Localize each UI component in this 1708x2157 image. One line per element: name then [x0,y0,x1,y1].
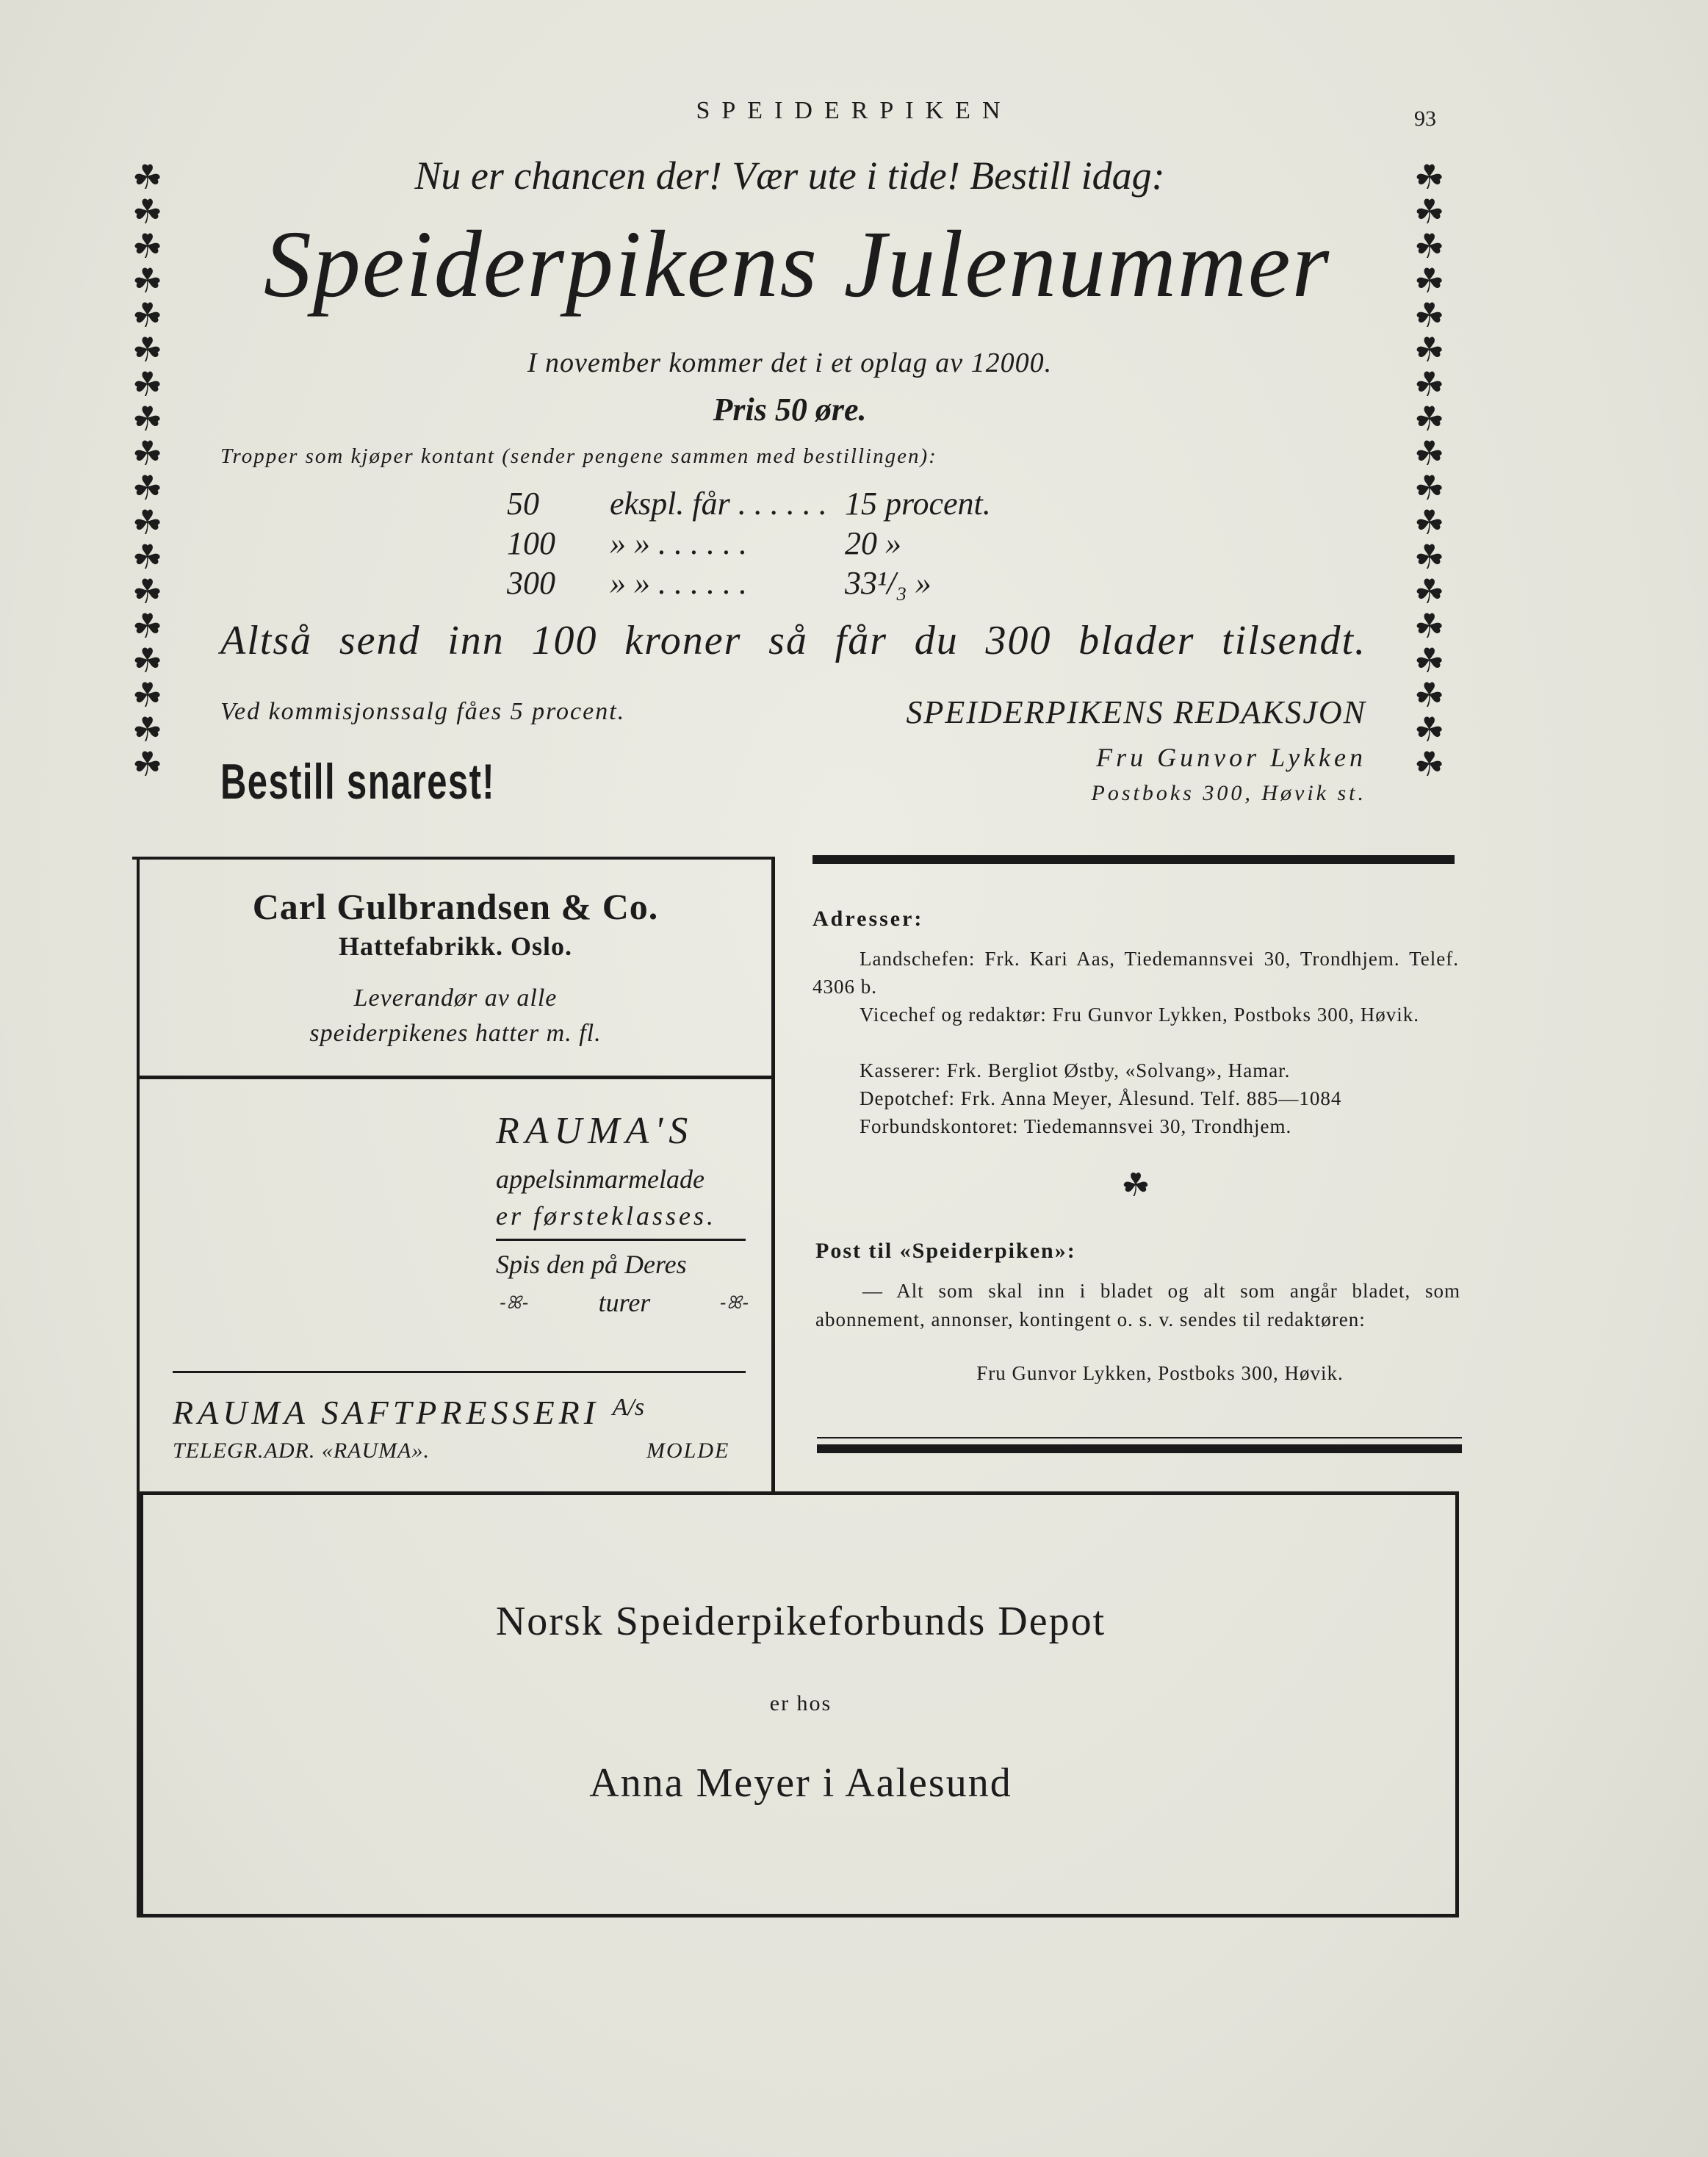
hat-ad-line: speiderpikenes hatter m. fl. [309,1020,602,1047]
rauma-company [173,1393,746,1432]
discount-row [507,564,1095,602]
discount-qty: 50 [507,486,539,522]
price-line: Pris 50 øre. [713,392,867,428]
clover-icon: ☘ [1414,226,1445,266]
clover-icon: ☘ [132,744,163,784]
rauma-company-rule [173,1371,746,1373]
hat-box-bottom-rule [140,1076,774,1079]
clover-icon: ☘ [132,641,163,680]
discount-row [507,485,1095,522]
discount-qty: 100 [507,525,555,561]
discount-row [507,525,1095,562]
rauma-city: MOLDE [646,1438,730,1463]
addresses-title: Adresser: [812,907,924,931]
rauma-turer-row [500,1287,749,1318]
clover-icon: ☘ [1414,468,1445,508]
clover-icon: ☘ [1414,572,1445,611]
column-divider-rule [771,857,775,1493]
hat-ad-company: Carl Gulbrandsen & Co. [252,886,659,927]
depot-title: Norsk Speiderpikeforbunds Depot [495,1599,1106,1644]
discount-mid: ekspl. får . . . . . . [610,486,827,522]
depot-name: Anna Meyer i Aalesund [589,1760,1012,1806]
address-entry: Depotchef: Frk. Anna Meyer, Ålesund. Telf. 885—1084 [860,1087,1342,1109]
rauma-company-name: RAUMA SAFTPRESSERI [173,1394,600,1431]
discount-mid: » » . . . . . . [610,525,747,561]
post-recipient: Fru Gunvor Lykken, Postboks 300, Høvik. [976,1362,1344,1384]
rauma-telegram: TELEGR.ADR. «RAUMA». [173,1438,430,1463]
discount-pct: 15 procent. [845,486,991,522]
clover-icon: ☘ [132,261,163,300]
rauma-line: er førsteklasses. [496,1201,716,1231]
clover-icon: ☘ [1414,157,1445,197]
address-entry: Vicechef og redaktør: Fru Gunvor Lykken, Postboks 300, Høvik. [860,1004,1420,1026]
clover-icon: ☘ [1414,364,1445,404]
discount-qty: 300 [507,565,555,601]
troops-line: Tropper som kjøper kontant (sender pengene sammen med bestillingen): [220,444,937,468]
depot-middle: er hos [769,1691,832,1715]
discount-pct: 20 » [845,525,901,561]
hat-ad-line: Leverandør av alle [353,984,558,1012]
clover-icon: ☘ [1414,744,1445,784]
clover-icon: ☘ [132,606,163,646]
rauma-line: turer [598,1288,651,1317]
running-head: SPEIDERPIKEN [696,97,1012,124]
clover-icon: ☘ [1121,1167,1150,1204]
clover-icon: ☘ [1414,606,1445,646]
clover-border-right [1414,157,1445,784]
rauma-divider [496,1239,746,1241]
clover-border-left [132,157,163,784]
ornament-right: -ꕤ- [719,1292,749,1313]
editorial-address: Postboks 300, Høvik st. [1091,781,1366,805]
hat-ad-subtitle: Hattefabrikk. Oslo. [338,932,572,961]
hat-box-top-rule [132,857,774,860]
clover-icon: ☘ [1414,433,1445,473]
clover-icon: ☘ [132,503,163,542]
ornament-left: -ꕤ- [500,1292,530,1313]
clover-icon: ☘ [1414,503,1445,542]
discount-mid: » » . . . . . . [610,565,747,601]
address-entry: Kasserer: Frk. Bergliot Østby, «Solvang», Hamar. [860,1059,1291,1081]
order-now-cta: Bestill snarest! [220,754,496,810]
ad-tagline: Nu er chancen der! Vær ute i tide! Bestill idag: [414,154,1165,198]
clover-icon: ☘ [132,710,163,749]
rauma-line: Spis den på Deres [496,1250,687,1279]
clover-icon: ☘ [132,572,163,611]
editorial-name: Fru Gunvor Lykken [1096,743,1366,772]
ad-title: Speiderpikens Julenummer [263,212,1331,317]
clover-icon: ☘ [132,226,163,266]
clover-icon: ☘ [132,295,163,335]
clover-icon: ☘ [132,192,163,231]
discount-pct: 33¹/₃ » [845,565,932,601]
clover-icon: ☘ [1414,295,1445,335]
clover-icon: ☘ [132,537,163,577]
address-entry: Landschefen: Frk. Kari Aas, Tiedemannsvei 30, Trondhjem. Telef. 4306 b. [812,948,1459,998]
commission-line: Ved kommisjonssalg fåes 5 procent. [220,698,626,725]
clover-icon: ☘ [132,433,163,473]
clover-icon: ☘ [132,330,163,370]
address-top-rule [812,855,1455,864]
address-bottom-rule [817,1444,1462,1453]
summary-line: Altså send inn 100 kroner så får du 300 blader tilsendt. [220,618,1366,663]
clover-icon: ☘ [1414,675,1445,715]
address-entry: Forbundskontoret: Tiedemannsvei 30, Trondhjem. [860,1115,1292,1137]
clover-icon: ☘ [1414,641,1445,680]
clover-icon: ☘ [132,399,163,439]
clover-icon: ☘ [132,364,163,404]
clover-icon: ☘ [1414,192,1445,231]
clover-icon: ☘ [1414,710,1445,749]
clover-icon: ☘ [1414,330,1445,370]
rauma-line: appelsinmarmelade [496,1164,705,1194]
rauma-company-suffix: A/s [612,1394,645,1421]
clover-icon: ☘ [1414,261,1445,300]
address-bottom-thin-rule [817,1437,1462,1438]
post-text: — Alt som skal inn i bladet og alt som angår bladet, som abonnement, annonser, kontingent o. s. v. sendes til redaktøren: [815,1280,1460,1330]
page-number: 93 [1414,107,1436,131]
issue-line: I november kommer det i et oplag av 12000. [527,348,1053,378]
clover-icon: ☘ [1414,399,1445,439]
clover-icon: ☘ [132,157,163,197]
clover-icon: ☘ [1414,537,1445,577]
rauma-brand: RAUMA'S [496,1110,694,1152]
editorial-title: SPEIDERPIKENS REDAKSJON [906,694,1366,730]
clover-icon: ☘ [132,468,163,508]
clover-icon: ☘ [132,675,163,715]
post-title: Post til «Speiderpiken»: [815,1239,1076,1263]
